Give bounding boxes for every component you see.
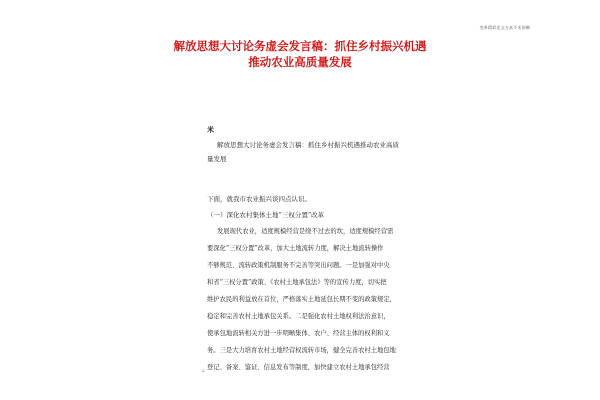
section-heading: （一）深化农村集体土地“三权分置”改革 [207,211,325,219]
body-line: 稳定和完善农村土地承包关系。二是强化农村土地权利法治意识， [207,313,390,320]
page-number: 2 [202,368,205,373]
body-line: 要深化“三权分置”改革，加大土地流转力度，解决土地流转操作 [207,245,384,252]
marker: 米 [207,125,214,134]
title-line-2: 推动农业高质量发展 [248,55,352,69]
body-line: 和省“三权分置”政策、《农村土地承包法》等的宣传力度，切实把 [207,279,387,286]
title-line-1: 解放思想大讨论务虚会发言稿：抓住乡村振兴机遇 [173,39,427,53]
subtitle-line-2: 量发展 [207,155,227,163]
body-line: 不够规范、流转政策机制服务不完善等突出问题。一是加强对中央 [207,262,390,269]
body-line: 登记、备案、鉴证、信息发布等制度，加快建立农村土地承包经营 [207,364,390,371]
subtitle-line-1: 解放思想大讨论务虚会发言稿：抓住乡村振兴机遇推动农业高质 [217,141,399,149]
body-line: 务。三是大力培育农村土地经营权流转市场，健全完善农村土地包地 [207,347,396,354]
intro-paragraph: 下面，就我市农业振兴谈四点认识。 [207,195,311,203]
body-line: 维护农民的利益放在首位，严格落实土地延包长期不变的政策规定， [207,296,396,303]
body-line: 使承包地流转相关方进一步明晰集体、农户、经营主体的权利和义 [207,330,390,337]
header-note: 变革精彩范文万本不求围栅 [479,25,530,30]
body-line: 发展现代农业，适度规模经营是绕不过去的坎，适度规模经营需 [217,228,394,235]
